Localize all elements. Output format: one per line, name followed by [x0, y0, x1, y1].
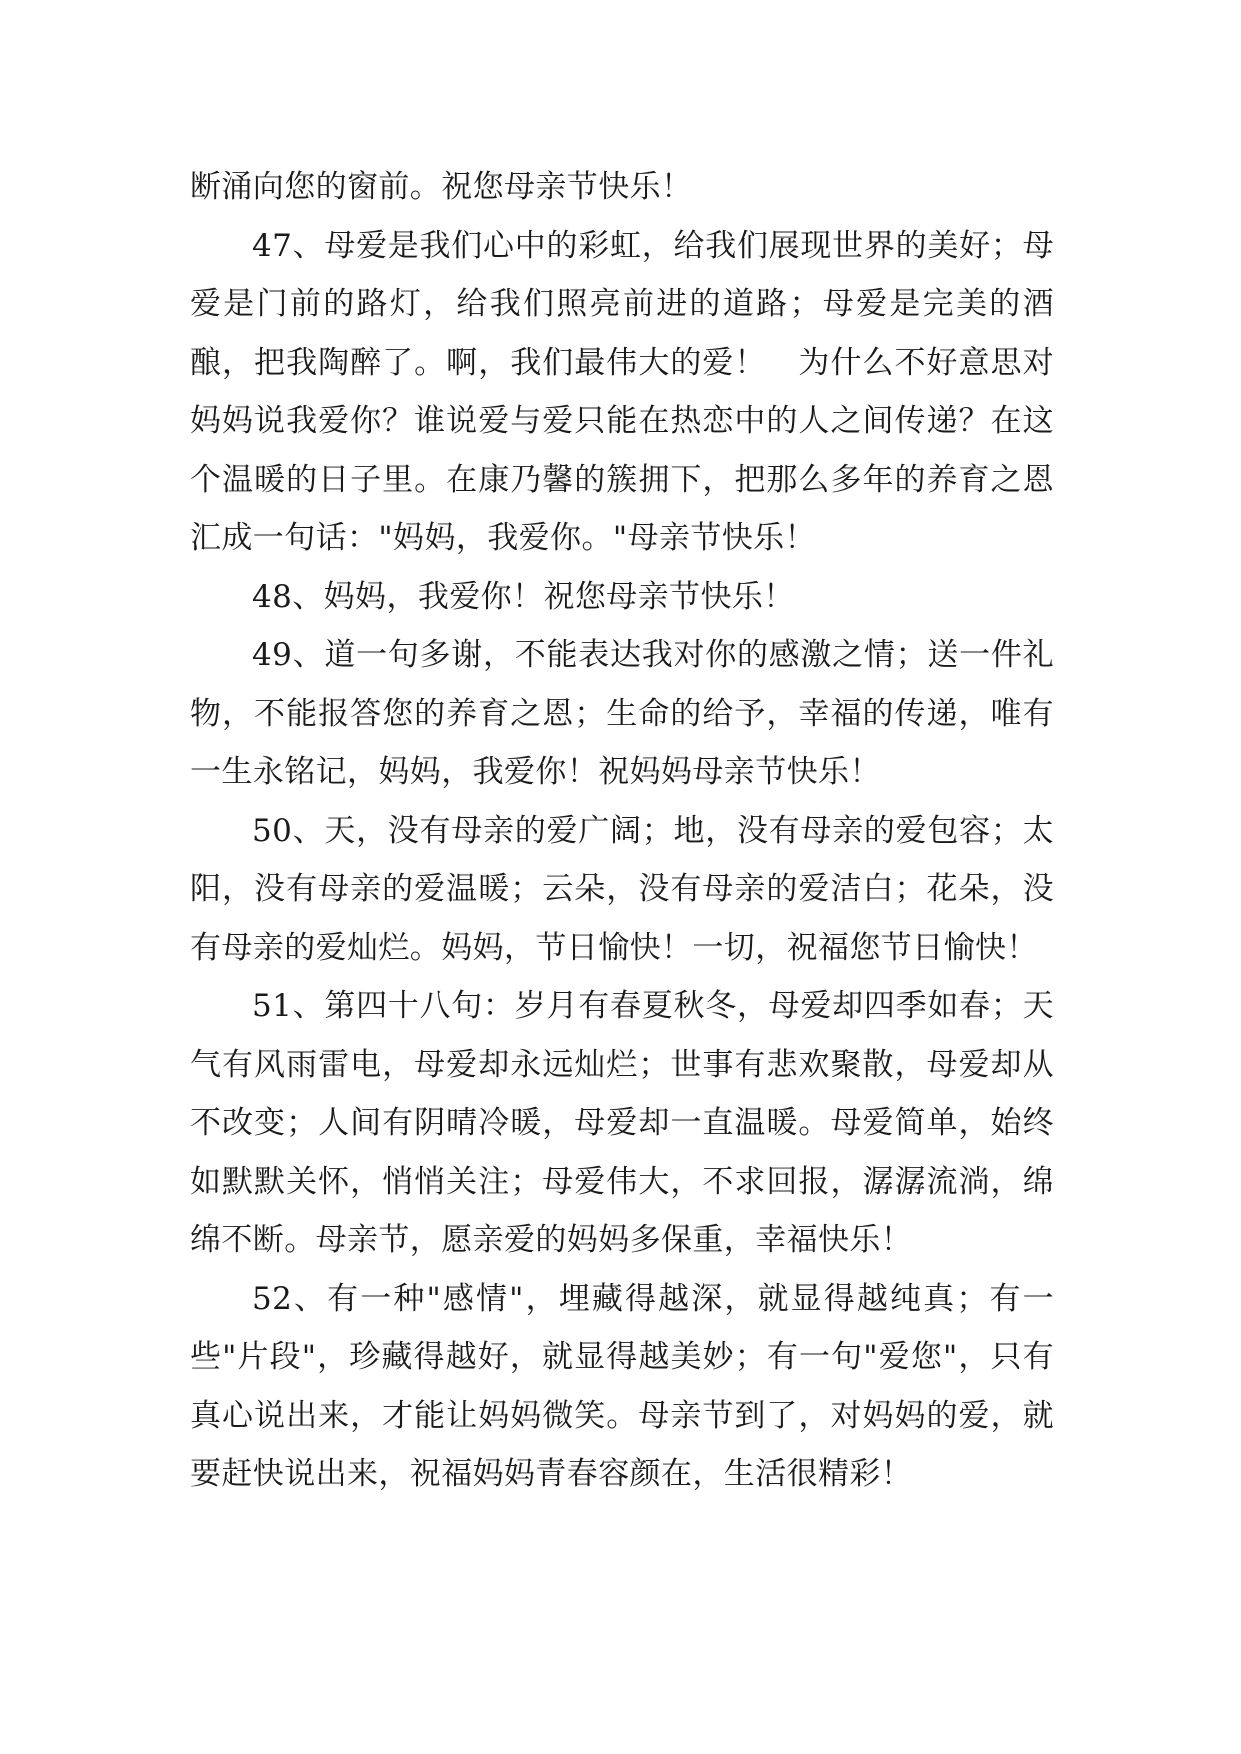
paragraph-49: 49、道一句多谢，不能表达我对你的感激之情；送一件礼物，不能报答您的养育之恩；生命的给予，幸福的传递，唯有一生永铭记，妈妈，我爱你！祝妈妈母亲节快乐！: [190, 637, 1054, 790]
paragraph-47: 47、母爱是我们心中的彩虹，给我们展现世界的美好；母爱是门前的路灯，给我们照亮前进的道路；母爱是完美的酒酿，把我陶醉了。啊，我们最伟大的爱！ 为什么不好意思对妈妈说我爱你？谁说爱与爱只能在热恋中的人之间传递？在这个温暖的日子里。在康乃馨的簇拥下，把那么多年的养育之恩汇成一句话："妈妈，我爱你。"母亲节快乐！: [190, 227, 1054, 556]
paragraph-48: 48、妈妈，我爱你！祝您母亲节快乐！: [252, 578, 795, 615]
paragraph-continuation: 断涌向您的窗前。祝您母亲节快乐！: [190, 169, 693, 205]
paragraph-50: 50、天，没有母亲的爱广阔；地，没有母亲的爱包容；太阳，没有母亲的爱温暖；云朵，没有母亲的爱洁白；花朵，没有母亲的爱灿烂。妈妈，节日愉快！一切，祝福您节日愉快！: [190, 812, 1054, 966]
paragraph-52: 52、有一种"感情"，埋藏得越深，就显得越纯真；有一些"片段"，珍藏得越好，就显得越美妙；有一句"爱您"，只有真心说出来，才能让妈妈微笑。母亲节到了，对妈妈的爱，就要赶快说出来，祝福妈妈青春容颜在，生活很精彩！: [190, 1280, 1054, 1492]
document-body: [190, 158, 1054, 1504]
paragraph-51: 51、第四十八句：岁月有春夏秋冬，母爱却四季如春；天气有风雨雷电，母爱却永远灿烂；世事有悲欢聚散，母爱却从不改变；人间有阴晴冷暖，母爱却一直温暖。母爱简单，始终如默默关怀，悄悄关注；母爱伟大，不求回报，潺潺流淌，绵绵不断。母亲节，愿亲爱的妈妈多保重，幸福快乐！: [190, 988, 1054, 1258]
